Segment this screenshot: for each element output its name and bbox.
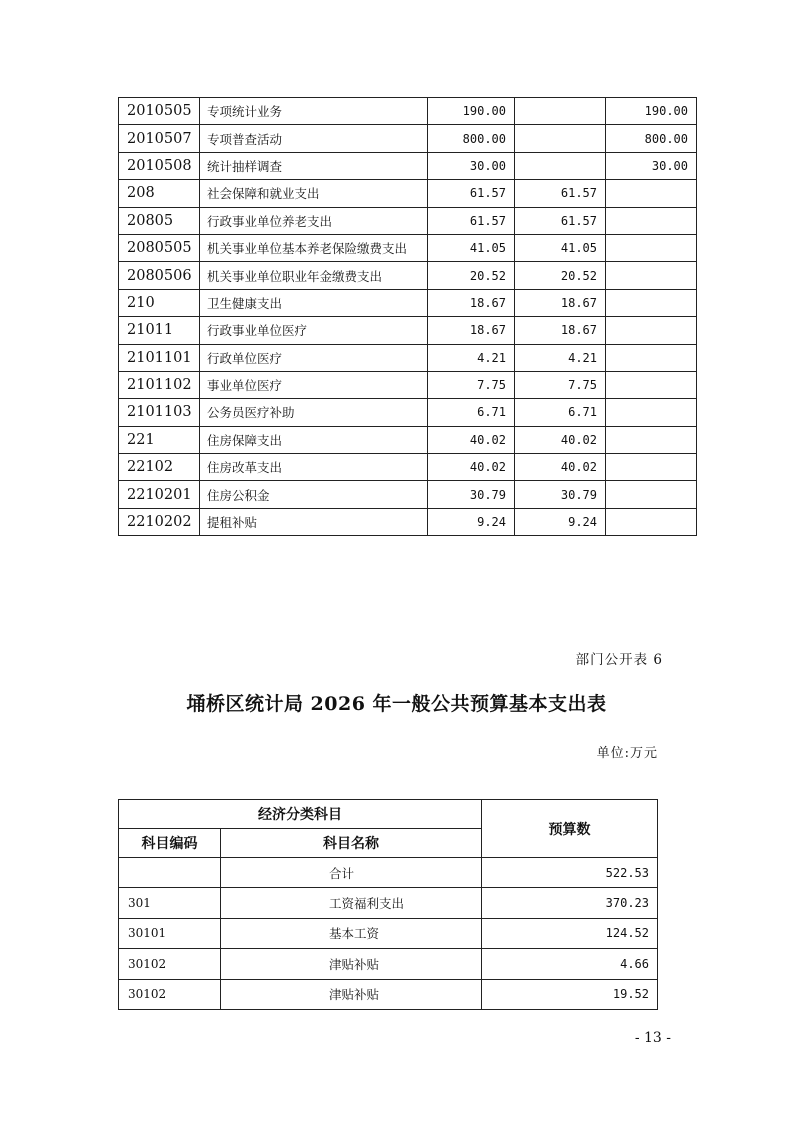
- subject-name: 机关事业单位职业年金缴费支出: [200, 262, 428, 289]
- project-amount: [606, 207, 697, 234]
- budget-amount: 124.52: [482, 918, 658, 948]
- subject-code: 21011: [119, 317, 200, 344]
- table-row: [119, 979, 658, 1009]
- total-amount: 61.57: [428, 180, 515, 207]
- total-amount: 61.57: [428, 207, 515, 234]
- table-row: [119, 918, 658, 948]
- header-code: 科目编码: [119, 829, 221, 858]
- subject-code: 2010508: [119, 152, 200, 179]
- subject-code: 2101103: [119, 399, 200, 426]
- table-row: [119, 180, 697, 207]
- subject-code: 301: [119, 888, 221, 918]
- basic-amount: [515, 125, 606, 152]
- project-amount: 190.00: [606, 98, 697, 125]
- project-amount: [606, 508, 697, 535]
- basic-amount: 40.02: [515, 454, 606, 481]
- project-amount: [606, 317, 697, 344]
- subject-name: 行政单位医疗: [200, 344, 428, 371]
- project-amount: [606, 289, 697, 316]
- table-row: [119, 888, 658, 918]
- basic-amount: 7.75: [515, 371, 606, 398]
- table-row: [119, 125, 697, 152]
- project-amount: [606, 371, 697, 398]
- header-amount: 预算数: [482, 800, 658, 858]
- subject-name: 津贴补贴: [221, 949, 482, 979]
- subject-code: 2210201: [119, 481, 200, 508]
- budget-amount: 522.53: [482, 858, 658, 888]
- total-amount: 6.71: [428, 399, 515, 426]
- table-row: [119, 508, 697, 535]
- subject-code: 30101: [119, 918, 221, 948]
- subject-code: 2010507: [119, 125, 200, 152]
- subject-name: 提租补贴: [200, 508, 428, 535]
- subject-name: 行政事业单位医疗: [200, 317, 428, 344]
- basic-amount: 40.02: [515, 426, 606, 453]
- subject-code: 208: [119, 180, 200, 207]
- unit-label: 单位:万元: [596, 746, 658, 761]
- subject-name: 行政事业单位养老支出: [200, 207, 428, 234]
- subject-code: 22102: [119, 454, 200, 481]
- subject-name: 住房保障支出: [200, 426, 428, 453]
- subject-code: 221: [119, 426, 200, 453]
- total-amount: 190.00: [428, 98, 515, 125]
- project-amount: 30.00: [606, 152, 697, 179]
- total-amount: 40.02: [428, 426, 515, 453]
- subject-code: 30102: [119, 979, 221, 1009]
- budget-amount: 370.23: [482, 888, 658, 918]
- basic-amount: [515, 152, 606, 179]
- project-amount: [606, 426, 697, 453]
- subject-code: 2101101: [119, 344, 200, 371]
- basic-amount: 6.71: [515, 399, 606, 426]
- total-amount: 800.00: [428, 125, 515, 152]
- basic-amount: 61.57: [515, 207, 606, 234]
- subject-name: 事业单位医疗: [200, 371, 428, 398]
- page-title: 埇桥区统计局 2026 年一般公共预算基本支出表: [186, 693, 607, 715]
- project-amount: [606, 344, 697, 371]
- table-row: [119, 152, 697, 179]
- subject-code: 20805: [119, 207, 200, 234]
- total-amount: 18.67: [428, 317, 515, 344]
- table-tag: 部门公开表 6: [575, 652, 663, 668]
- subject-name: 工资福利支出: [221, 888, 482, 918]
- table-row: [119, 262, 697, 289]
- total-amount: 7.75: [428, 371, 515, 398]
- basic-amount: 61.57: [515, 180, 606, 207]
- subject-code: 2210202: [119, 508, 200, 535]
- total-amount: 40.02: [428, 454, 515, 481]
- table-row: [119, 234, 697, 261]
- basic-amount: 18.67: [515, 289, 606, 316]
- project-amount: [606, 481, 697, 508]
- budget-amount: 4.66: [482, 949, 658, 979]
- subject-name: 卫生健康支出: [200, 289, 428, 316]
- basic-amount: 4.21: [515, 344, 606, 371]
- basic-amount: 18.67: [515, 317, 606, 344]
- subject-code: 2010505: [119, 98, 200, 125]
- subject-code: [119, 858, 221, 888]
- total-amount: 4.21: [428, 344, 515, 371]
- basic-amount: 20.52: [515, 262, 606, 289]
- table-row: [119, 426, 697, 453]
- page-number: - 13 -: [634, 1030, 671, 1046]
- total-amount: 30.00: [428, 152, 515, 179]
- basic-amount: [515, 98, 606, 125]
- table-row: [119, 858, 658, 888]
- project-amount: [606, 262, 697, 289]
- expense-table-continued: [118, 97, 697, 536]
- basic-expenditure-body: [119, 800, 658, 1010]
- total-amount: 9.24: [428, 508, 515, 535]
- subject-name: 社会保障和就业支出: [200, 180, 428, 207]
- subject-name: 住房公积金: [200, 481, 428, 508]
- project-amount: [606, 234, 697, 261]
- table-row: [119, 371, 697, 398]
- basic-amount: 41.05: [515, 234, 606, 261]
- basic-expenditure-table: [118, 799, 658, 1010]
- table-row: [119, 98, 697, 125]
- total-amount: 18.67: [428, 289, 515, 316]
- subject-name: 公务员医疗补助: [200, 399, 428, 426]
- table-row: [119, 207, 697, 234]
- project-amount: [606, 454, 697, 481]
- table-row: [119, 454, 697, 481]
- subject-name: 统计抽样调查: [200, 152, 428, 179]
- table-row: [119, 481, 697, 508]
- table-row: [119, 317, 697, 344]
- subject-code: 2080506: [119, 262, 200, 289]
- subject-name: 机关事业单位基本养老保险缴费支出: [200, 234, 428, 261]
- expense-table-body: [119, 98, 697, 536]
- total-amount: 41.05: [428, 234, 515, 261]
- table-row: [119, 289, 697, 316]
- basic-amount: 9.24: [515, 508, 606, 535]
- table-row: [119, 344, 697, 371]
- subject-name: 津贴补贴: [221, 979, 482, 1009]
- subject-name: 基本工资: [221, 918, 482, 948]
- project-amount: [606, 399, 697, 426]
- budget-amount: 19.52: [482, 979, 658, 1009]
- subject-code: 210: [119, 289, 200, 316]
- project-amount: [606, 180, 697, 207]
- table-row: [119, 949, 658, 979]
- header-name: 科目名称: [221, 829, 482, 858]
- subject-name: 专项普查活动: [200, 125, 428, 152]
- subject-name: 合计: [221, 858, 482, 888]
- total-amount: 30.79: [428, 481, 515, 508]
- subject-code: 2101102: [119, 371, 200, 398]
- project-amount: 800.00: [606, 125, 697, 152]
- table-row: [119, 399, 697, 426]
- subject-name: 专项统计业务: [200, 98, 428, 125]
- basic-amount: 30.79: [515, 481, 606, 508]
- total-amount: 20.52: [428, 262, 515, 289]
- subject-code: 2080505: [119, 234, 200, 261]
- header-group: 经济分类科目: [119, 800, 482, 829]
- subject-code: 30102: [119, 949, 221, 979]
- subject-name: 住房改革支出: [200, 454, 428, 481]
